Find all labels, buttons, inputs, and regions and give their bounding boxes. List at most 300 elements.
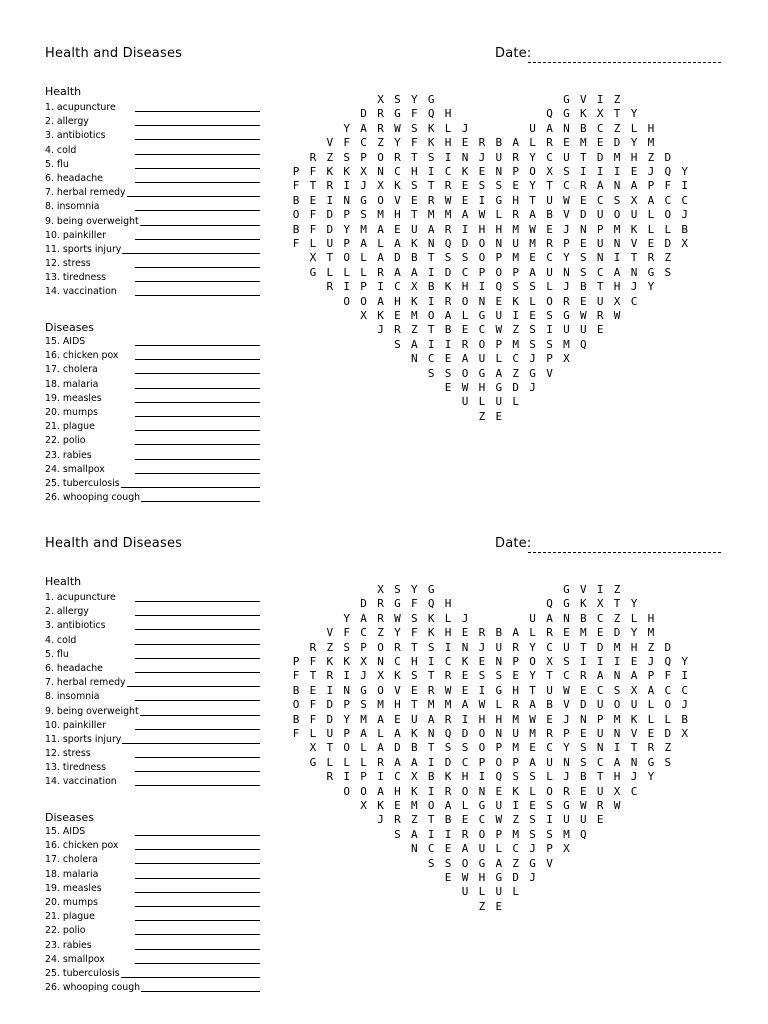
grid-letter[interactable]: L bbox=[647, 222, 655, 236]
grid-letter[interactable]: A bbox=[546, 611, 553, 625]
grid-letter[interactable]: E bbox=[461, 669, 469, 683]
grid-letter[interactable]: U bbox=[596, 727, 604, 740]
grid-letter[interactable]: V bbox=[394, 193, 401, 207]
grid-letter[interactable]: L bbox=[326, 755, 334, 769]
grid-letter[interactable]: R bbox=[326, 770, 334, 784]
grid-letter[interactable]: C bbox=[563, 179, 570, 193]
grid-letter[interactable]: G bbox=[647, 755, 655, 769]
grid-letter[interactable]: K bbox=[630, 222, 638, 236]
grid-letter[interactable]: F bbox=[664, 179, 672, 193]
grid-letter[interactable]: L bbox=[478, 885, 486, 899]
grid-letter[interactable]: G bbox=[563, 107, 570, 121]
grid-letter[interactable]: Y bbox=[647, 770, 655, 784]
grid-letter[interactable]: L bbox=[309, 237, 317, 250]
grid-letter[interactable]: F bbox=[292, 237, 300, 250]
grid-letter[interactable]: N bbox=[579, 712, 587, 726]
grid-letter[interactable]: N bbox=[563, 121, 570, 135]
grid-letter[interactable]: A bbox=[360, 237, 367, 250]
grid-letter[interactable]: L bbox=[360, 741, 367, 755]
grid-letter[interactable]: E bbox=[461, 323, 469, 337]
grid-letter[interactable]: C bbox=[630, 294, 638, 308]
grid-letter[interactable]: U bbox=[563, 323, 570, 337]
grid-letter[interactable]: D bbox=[360, 107, 367, 121]
grid-letter[interactable]: X bbox=[360, 165, 367, 178]
grid-letter[interactable]: S bbox=[461, 741, 469, 755]
grid-letter[interactable]: C bbox=[478, 323, 486, 337]
grid-letter[interactable]: M bbox=[512, 712, 519, 726]
grid-letter[interactable]: A bbox=[529, 698, 536, 712]
grid-letter[interactable]: B bbox=[444, 813, 452, 827]
grid-letter[interactable]: S bbox=[529, 827, 536, 841]
grid-letter[interactable]: E bbox=[495, 294, 503, 308]
grid-letter[interactable]: L bbox=[529, 784, 536, 798]
grid-letter[interactable]: C bbox=[427, 352, 435, 366]
grid-letter[interactable]: B bbox=[681, 222, 688, 236]
grid-letter[interactable]: Y bbox=[410, 583, 418, 596]
grid-letter[interactable]: L bbox=[529, 136, 536, 150]
grid-letter[interactable]: L bbox=[529, 626, 536, 640]
grid-letter[interactable]: J bbox=[563, 222, 570, 236]
grid-letter[interactable]: D bbox=[512, 871, 519, 884]
grid-letter[interactable]: E bbox=[394, 309, 401, 322]
grid-letter[interactable]: A bbox=[512, 626, 519, 640]
grid-letter[interactable]: J bbox=[630, 280, 638, 294]
grid-letter[interactable]: H bbox=[444, 136, 452, 150]
grid-letter[interactable]: D bbox=[326, 698, 334, 712]
grid-letter[interactable]: A bbox=[461, 208, 469, 222]
grid-letter[interactable]: I bbox=[596, 93, 604, 106]
grid-letter[interactable]: S bbox=[478, 669, 486, 683]
grid-letter[interactable]: C bbox=[394, 655, 401, 668]
grid-letter[interactable]: G bbox=[647, 265, 655, 279]
grid-letter[interactable]: L bbox=[444, 611, 452, 625]
grid-letter[interactable]: F bbox=[309, 165, 317, 178]
grid-letter[interactable]: K bbox=[427, 611, 435, 625]
grid-letter[interactable]: O bbox=[495, 265, 503, 279]
grid-letter[interactable]: S bbox=[613, 193, 621, 207]
grid-letter[interactable]: R bbox=[326, 669, 334, 683]
grid-letter[interactable]: S bbox=[427, 366, 435, 380]
grid-letter[interactable]: O bbox=[377, 683, 384, 697]
grid-letter[interactable]: C bbox=[444, 655, 452, 668]
grid-letter[interactable]: R bbox=[647, 251, 655, 265]
grid-letter[interactable]: G bbox=[309, 755, 317, 769]
grid-letter[interactable]: H bbox=[444, 626, 452, 640]
grid-letter[interactable]: A bbox=[461, 698, 469, 712]
grid-letter[interactable]: A bbox=[461, 352, 469, 366]
grid-letter[interactable]: P bbox=[478, 265, 486, 279]
grid-letter[interactable]: M bbox=[410, 309, 418, 322]
grid-letter[interactable]: B bbox=[292, 712, 300, 726]
grid-letter[interactable]: R bbox=[394, 813, 401, 827]
grid-letter[interactable]: R bbox=[309, 150, 317, 164]
grid-letter[interactable]: A bbox=[613, 265, 621, 279]
grid-letter[interactable]: M bbox=[410, 799, 418, 812]
grid-letter[interactable]: K bbox=[326, 165, 334, 178]
grid-letter[interactable]: S bbox=[444, 366, 452, 380]
grid-letter[interactable]: H bbox=[444, 597, 452, 611]
grid-letter[interactable]: W bbox=[563, 193, 570, 207]
grid-letter[interactable]: F bbox=[410, 107, 418, 121]
grid-letter[interactable]: L bbox=[495, 842, 503, 856]
grid-letter[interactable]: T bbox=[630, 251, 638, 265]
grid-letter[interactable]: N bbox=[427, 237, 435, 250]
grid-letter[interactable]: Z bbox=[664, 251, 672, 265]
grid-letter[interactable]: C bbox=[596, 193, 604, 207]
grid-letter[interactable]: D bbox=[326, 208, 334, 222]
grid-letter[interactable]: E bbox=[444, 842, 452, 856]
grid-letter[interactable]: K bbox=[410, 294, 418, 308]
grid-letter[interactable]: M bbox=[613, 712, 621, 726]
grid-letter[interactable]: K bbox=[427, 626, 435, 640]
grid-letter[interactable]: Z bbox=[512, 813, 519, 827]
grid-letter[interactable]: J bbox=[529, 842, 536, 856]
grid-letter[interactable]: R bbox=[512, 150, 519, 164]
grid-letter[interactable]: R bbox=[377, 611, 384, 625]
grid-letter[interactable]: H bbox=[512, 683, 519, 697]
grid-letter[interactable]: H bbox=[495, 222, 503, 236]
grid-letter[interactable]: U bbox=[495, 799, 503, 812]
grid-letter[interactable]: K bbox=[343, 165, 350, 178]
grid-letter[interactable]: N bbox=[377, 655, 384, 668]
grid-letter[interactable]: I bbox=[343, 669, 350, 683]
grid-letter[interactable]: J bbox=[563, 712, 570, 726]
grid-letter[interactable]: E bbox=[529, 251, 536, 265]
grid-letter[interactable]: E bbox=[394, 799, 401, 812]
grid-letter[interactable]: P bbox=[647, 669, 655, 683]
grid-letter[interactable]: W bbox=[579, 799, 587, 812]
grid-letter[interactable]: I bbox=[444, 640, 452, 654]
grid-letter[interactable]: H bbox=[495, 712, 503, 726]
grid-letter[interactable]: R bbox=[512, 208, 519, 222]
grid-letter[interactable]: O bbox=[343, 741, 350, 755]
grid-letter[interactable]: C bbox=[546, 741, 553, 755]
grid-letter[interactable]: S bbox=[410, 179, 418, 193]
grid-letter[interactable]: S bbox=[427, 856, 435, 870]
grid-letter[interactable]: M bbox=[360, 712, 367, 726]
grid-letter[interactable]: A bbox=[394, 727, 401, 740]
grid-letter[interactable]: E bbox=[546, 712, 553, 726]
grid-letter[interactable]: U bbox=[546, 755, 553, 769]
grid-letter[interactable]: N bbox=[377, 165, 384, 178]
grid-letter[interactable]: O bbox=[664, 208, 672, 222]
grid-letter[interactable]: L bbox=[546, 280, 553, 294]
grid-letter[interactable]: S bbox=[394, 583, 401, 596]
grid-letter[interactable]: S bbox=[444, 741, 452, 755]
grid-letter[interactable]: E bbox=[478, 655, 486, 668]
grid-letter[interactable]: A bbox=[529, 208, 536, 222]
grid-letter[interactable]: P bbox=[512, 165, 519, 178]
grid-letter[interactable]: C bbox=[512, 352, 519, 366]
grid-letter[interactable]: A bbox=[546, 121, 553, 135]
grid-letter[interactable]: U bbox=[529, 121, 536, 135]
grid-letter[interactable]: S bbox=[546, 309, 553, 322]
grid-letter[interactable]: D bbox=[326, 222, 334, 236]
grid-letter[interactable]: A bbox=[596, 179, 604, 193]
grid-letter[interactable]: O bbox=[292, 208, 300, 222]
grid-letter[interactable]: D bbox=[444, 265, 452, 279]
grid-letter[interactable]: P bbox=[495, 251, 503, 265]
grid-letter[interactable]: Y bbox=[529, 669, 536, 683]
grid-letter[interactable]: R bbox=[427, 193, 435, 207]
grid-letter[interactable]: K bbox=[394, 179, 401, 193]
grid-letter[interactable]: V bbox=[630, 727, 638, 740]
grid-letter[interactable]: H bbox=[647, 611, 655, 625]
grid-letter[interactable]: W bbox=[495, 813, 503, 827]
grid-letter[interactable]: N bbox=[427, 727, 435, 740]
grid-letter[interactable]: Q bbox=[664, 655, 672, 668]
grid-letter[interactable]: I bbox=[596, 165, 604, 178]
grid-letter[interactable]: P bbox=[360, 280, 367, 294]
grid-letter[interactable]: C bbox=[596, 611, 604, 625]
grid-letter[interactable]: K bbox=[410, 727, 418, 740]
grid-letter[interactable]: I bbox=[444, 337, 452, 351]
grid-letter[interactable]: S bbox=[360, 698, 367, 712]
grid-letter[interactable]: R bbox=[444, 669, 452, 683]
grid-letter[interactable]: G bbox=[563, 309, 570, 322]
grid-letter[interactable]: T bbox=[410, 150, 418, 164]
grid-letter[interactable]: S bbox=[512, 770, 519, 784]
grid-letter[interactable]: D bbox=[664, 640, 672, 654]
grid-letter[interactable]: S bbox=[410, 121, 418, 135]
grid-letter[interactable]: R bbox=[478, 136, 486, 150]
grid-letter[interactable]: W bbox=[478, 208, 486, 222]
grid-letter[interactable]: C bbox=[394, 165, 401, 178]
grid-letter[interactable]: K bbox=[579, 107, 587, 121]
grid-letter[interactable]: X bbox=[377, 583, 384, 596]
grid-letter[interactable]: W bbox=[394, 121, 401, 135]
grid-letter[interactable]: I bbox=[613, 251, 621, 265]
grid-letter[interactable]: X bbox=[596, 107, 604, 121]
grid-letter[interactable]: H bbox=[461, 770, 469, 784]
grid-letter[interactable]: S bbox=[563, 165, 570, 178]
grid-letter[interactable]: A bbox=[630, 669, 638, 683]
grid-letter[interactable]: I bbox=[427, 755, 435, 769]
grid-letter[interactable]: U bbox=[461, 885, 469, 899]
grid-letter[interactable]: W bbox=[444, 193, 452, 207]
grid-letter[interactable]: U bbox=[630, 698, 638, 712]
grid-letter[interactable]: M bbox=[512, 337, 519, 351]
grid-letter[interactable]: N bbox=[410, 352, 418, 366]
grid-letter[interactable]: U bbox=[410, 712, 418, 726]
grid-letter[interactable]: G bbox=[360, 193, 367, 207]
grid-letter[interactable]: R bbox=[377, 265, 384, 279]
grid-letter[interactable]: I bbox=[343, 770, 350, 784]
grid-letter[interactable]: B bbox=[579, 121, 587, 135]
grid-letter[interactable]: G bbox=[563, 583, 570, 596]
grid-letter[interactable]: W bbox=[461, 381, 469, 394]
grid-letter[interactable]: T bbox=[427, 179, 435, 193]
grid-letter[interactable]: O bbox=[343, 251, 350, 265]
grid-letter[interactable]: S bbox=[427, 640, 435, 654]
grid-letter[interactable]: J bbox=[478, 640, 486, 654]
grid-letter[interactable]: M bbox=[512, 222, 519, 236]
grid-letter[interactable]: P bbox=[292, 165, 300, 178]
grid-letter[interactable]: O bbox=[461, 856, 469, 870]
grid-letter[interactable]: H bbox=[647, 121, 655, 135]
grid-letter[interactable]: Z bbox=[512, 323, 519, 337]
grid-letter[interactable]: S bbox=[343, 150, 350, 164]
grid-letter[interactable]: X bbox=[546, 165, 553, 178]
grid-letter[interactable]: G bbox=[478, 799, 486, 812]
grid-letter[interactable]: S bbox=[410, 669, 418, 683]
grid-letter[interactable]: F bbox=[309, 222, 317, 236]
grid-letter[interactable]: A bbox=[613, 755, 621, 769]
grid-letter[interactable]: V bbox=[394, 683, 401, 697]
grid-letter[interactable]: L bbox=[512, 395, 519, 409]
grid-letter[interactable]: U bbox=[495, 150, 503, 164]
grid-letter[interactable]: R bbox=[326, 280, 334, 294]
grid-letter[interactable]: S bbox=[529, 323, 536, 337]
grid-letter[interactable]: P bbox=[512, 265, 519, 279]
grid-letter[interactable]: S bbox=[394, 93, 401, 106]
grid-letter[interactable]: B bbox=[546, 208, 553, 222]
grid-letter[interactable]: P bbox=[343, 698, 350, 712]
grid-letter[interactable]: I bbox=[478, 683, 486, 697]
grid-letter[interactable]: G bbox=[563, 93, 570, 106]
grid-letter[interactable]: R bbox=[377, 597, 384, 611]
grid-letter[interactable]: C bbox=[444, 165, 452, 178]
grid-letter[interactable]: A bbox=[360, 611, 367, 625]
grid-letter[interactable]: Y bbox=[394, 626, 401, 640]
grid-letter[interactable]: S bbox=[444, 251, 452, 265]
grid-letter[interactable]: Y bbox=[529, 150, 536, 164]
grid-letter[interactable]: V bbox=[326, 626, 334, 640]
grid-letter[interactable]: A bbox=[360, 121, 367, 135]
grid-letter[interactable]: E bbox=[529, 741, 536, 755]
grid-letter[interactable]: C bbox=[664, 193, 672, 207]
grid-letter[interactable]: T bbox=[410, 640, 418, 654]
grid-letter[interactable]: M bbox=[427, 208, 435, 222]
grid-letter[interactable]: M bbox=[613, 640, 621, 654]
grid-letter[interactable]: Q bbox=[546, 597, 553, 611]
grid-letter[interactable]: M bbox=[613, 150, 621, 164]
grid-letter[interactable]: S bbox=[546, 337, 553, 351]
grid-letter[interactable]: O bbox=[461, 294, 469, 308]
grid-letter[interactable]: R bbox=[444, 179, 452, 193]
grid-letter[interactable]: J bbox=[563, 770, 570, 784]
grid-letter[interactable]: S bbox=[563, 655, 570, 668]
grid-letter[interactable]: O bbox=[495, 755, 503, 769]
grid-letter[interactable]: I bbox=[546, 813, 553, 827]
grid-letter[interactable]: A bbox=[377, 222, 384, 236]
grid-letter[interactable]: H bbox=[613, 770, 621, 784]
grid-letter[interactable]: Z bbox=[613, 611, 621, 625]
grid-letter[interactable]: D bbox=[512, 381, 519, 394]
grid-letter[interactable]: G bbox=[495, 871, 503, 884]
grid-letter[interactable]: W bbox=[394, 611, 401, 625]
grid-letter[interactable]: Y bbox=[647, 280, 655, 294]
grid-letter[interactable]: S bbox=[343, 640, 350, 654]
grid-letter[interactable]: A bbox=[596, 669, 604, 683]
grid-letter[interactable]: D bbox=[579, 208, 587, 222]
grid-letter[interactable]: G bbox=[394, 597, 401, 611]
grid-letter[interactable]: B bbox=[292, 683, 300, 697]
grid-letter[interactable]: Q bbox=[495, 280, 503, 294]
grid-letter[interactable]: J bbox=[647, 165, 655, 178]
grid-letter[interactable]: T bbox=[427, 669, 435, 683]
grid-letter[interactable]: O bbox=[529, 165, 536, 178]
grid-letter[interactable]: C bbox=[546, 640, 553, 654]
grid-letter[interactable]: H bbox=[394, 698, 401, 712]
grid-letter[interactable]: T bbox=[410, 208, 418, 222]
grid-letter[interactable]: Z bbox=[512, 366, 519, 380]
grid-letter[interactable]: R bbox=[394, 150, 401, 164]
grid-letter[interactable]: C bbox=[461, 755, 469, 769]
grid-letter[interactable]: G bbox=[427, 583, 435, 596]
grid-letter[interactable]: X bbox=[681, 237, 688, 250]
grid-letter[interactable]: O bbox=[360, 294, 367, 308]
grid-letter[interactable]: R bbox=[461, 827, 469, 841]
grid-letter[interactable]: L bbox=[495, 208, 503, 222]
grid-letter[interactable]: I bbox=[613, 741, 621, 755]
grid-letter[interactable]: J bbox=[563, 280, 570, 294]
grid-letter[interactable]: I bbox=[326, 193, 334, 207]
grid-letter[interactable]: J bbox=[647, 655, 655, 668]
grid-letter[interactable]: X bbox=[681, 727, 688, 740]
grid-letter[interactable]: N bbox=[495, 727, 503, 740]
grid-letter[interactable]: P bbox=[343, 727, 350, 740]
grid-letter[interactable]: E bbox=[579, 237, 587, 250]
grid-letter[interactable]: N bbox=[579, 222, 587, 236]
grid-letter[interactable]: G bbox=[309, 265, 317, 279]
grid-letter[interactable]: K bbox=[579, 597, 587, 611]
grid-letter[interactable]: I bbox=[613, 655, 621, 668]
grid-letter[interactable]: U bbox=[495, 885, 503, 899]
grid-letter[interactable]: P bbox=[495, 337, 503, 351]
grid-letter[interactable]: C bbox=[664, 683, 672, 697]
grid-letter[interactable]: Y bbox=[529, 640, 536, 654]
grid-letter[interactable]: I bbox=[478, 770, 486, 784]
grid-letter[interactable]: S bbox=[529, 770, 536, 784]
grid-letter[interactable]: R bbox=[444, 294, 452, 308]
grid-letter[interactable]: U bbox=[461, 395, 469, 409]
grid-letter[interactable]: E bbox=[444, 352, 452, 366]
grid-letter[interactable]: T bbox=[579, 150, 587, 164]
grid-letter[interactable]: O bbox=[478, 237, 486, 250]
grid-letter[interactable]: N bbox=[630, 265, 638, 279]
grid-letter[interactable]: O bbox=[461, 366, 469, 380]
grid-letter[interactable]: U bbox=[596, 294, 604, 308]
grid-letter[interactable]: P bbox=[563, 237, 570, 250]
grid-letter[interactable]: A bbox=[410, 755, 418, 769]
grid-letter[interactable]: W bbox=[529, 222, 536, 236]
grid-letter[interactable]: O bbox=[613, 208, 621, 222]
grid-letter[interactable]: R bbox=[563, 784, 570, 798]
grid-letter[interactable]: W bbox=[529, 712, 536, 726]
grid-letter[interactable]: K bbox=[461, 165, 469, 178]
grid-letter[interactable]: F bbox=[343, 626, 350, 640]
grid-letter[interactable]: K bbox=[343, 655, 350, 668]
grid-letter[interactable]: M bbox=[512, 741, 519, 755]
grid-letter[interactable]: T bbox=[613, 107, 621, 121]
grid-letter[interactable]: D bbox=[326, 712, 334, 726]
grid-letter[interactable]: U bbox=[563, 640, 570, 654]
grid-letter[interactable]: Z bbox=[410, 813, 418, 827]
grid-letter[interactable]: A bbox=[377, 712, 384, 726]
grid-letter[interactable]: B bbox=[495, 626, 503, 640]
grid-letter[interactable]: U bbox=[579, 323, 587, 337]
grid-letter[interactable]: S bbox=[546, 827, 553, 841]
grid-letter[interactable]: N bbox=[495, 237, 503, 250]
grid-letter[interactable]: A bbox=[394, 237, 401, 250]
grid-letter[interactable]: N bbox=[563, 265, 570, 279]
grid-letter[interactable]: D bbox=[613, 136, 621, 150]
grid-letter[interactable]: R bbox=[309, 640, 317, 654]
grid-letter[interactable]: B bbox=[681, 712, 688, 726]
grid-letter[interactable]: Z bbox=[512, 856, 519, 870]
grid-letter[interactable]: B bbox=[292, 222, 300, 236]
